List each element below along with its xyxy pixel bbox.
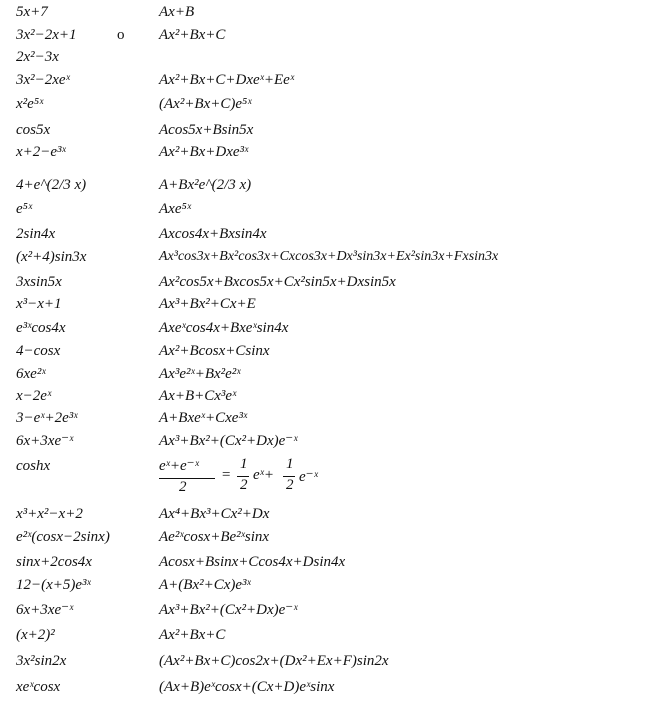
term-exp-positive: eˣ+ [253,467,275,483]
trial-solution-cell: A+Bx²e^(2/3 x) [159,177,252,193]
table-row [0,504,661,526]
table-row [0,677,661,699]
table-row [0,408,661,430]
function-cell: x³+x²−x+2 [16,506,83,522]
trial-solution-cell: Ax²cos5x+Bxcos5x+Cx²sin5x+Dxsin5x [159,274,396,290]
table-row [0,94,661,116]
table-row [0,600,661,622]
function-cell: 3x²sin2x [16,653,67,669]
function-cell: 4−cosx [16,343,61,359]
term-exp-negative: e⁻ˣ [299,469,318,485]
function-cell: x−2eˣ [16,388,52,404]
function-cell: e⁵ˣ [16,201,33,217]
table-row [0,47,661,69]
trial-solution-cell: Acosx+Bsinx+Ccos4x+Dsin4x [159,554,346,570]
trial-solution-cell: A+(Bx²+Cx)e³ˣ [159,577,251,593]
note-mark: o [117,27,125,43]
function-cell: xeˣcosx [16,679,61,695]
table-row [0,318,661,340]
function-cell: e²ˣ(cosx−2sinx) [16,529,110,545]
trial-solution-cell: A+Bxeˣ+Cxe³ˣ [159,410,248,426]
function-cell: 3x²−2xeˣ [16,72,70,88]
function-cell: 6x+3xe⁻ˣ [16,602,74,618]
function-cell: 6x+3xe⁻ˣ [16,433,74,449]
table-row [0,120,661,142]
function-cell: 12−(x+5)e³ˣ [16,577,91,593]
trial-solution-cell: Ax²+Bcosx+Csinx [159,343,270,359]
table-row [0,142,661,164]
trial-solution-cell: Ax³+Bx²+(Cx²+Dx)e⁻ˣ [159,433,298,449]
trial-solution-cell: Ax+B+Cx³eˣ [159,388,237,404]
table-row [0,651,661,673]
function-cell: 6xe²ˣ [16,366,46,382]
fraction-bar [159,478,215,479]
table-row [0,247,661,269]
table-row [0,625,661,647]
trial-solution-cell: Ax²+Bx+Dxe³ˣ [159,144,249,160]
table-row [0,341,661,363]
function-cell: x²e⁵ˣ [16,96,44,112]
equals-sign: = [221,467,232,483]
table-row [0,199,661,221]
trial-solution-cell: Ax²+Bx+C [159,27,226,43]
trial-solution-cell: Ax+B [159,4,195,20]
function-cell: 2sin4x [16,226,56,242]
trial-solution-cell: Ax³+Bx²+Cx+E [159,296,256,312]
function-cell: (x+2)² [16,627,55,643]
function-cell: coshx [16,458,51,474]
function-cell: 3x²−2x+1 [16,27,77,43]
trial-solution-cell: (Ax²+Bx+C)e⁵ˣ [159,96,252,112]
trial-solution-cell: Axe⁵ˣ [159,201,191,217]
table-row [0,431,661,453]
function-cell: sinx+2cos4x [16,554,92,570]
table-row [0,364,661,386]
function-cell: cos5x [16,122,51,138]
function-cell: x+2−e³ˣ [16,144,66,160]
trial-solution-cell: Axcos4x+Bxsin4x [159,226,267,242]
trial-solution-cell: Ae²ˣcosx+Be²ˣsinx [159,529,270,545]
trial-solution-cell: (Ax²+Bx+C)cos2x+(Dx²+Ex+F)sin2x [159,653,389,669]
table-row [0,294,661,316]
function-cell: x³−x+1 [16,296,62,312]
trial-solution-cell: Ax³cos3x+Bx²cos3x+Cxcos3x+Dx³sin3x+Ex²sin3x+Fxsin3x [159,249,499,264]
table-row: coshx eˣ+e⁻ˣ 2 = 1 2 eˣ+ 1 2 e⁻ˣ [16,456,318,495]
trial-solution-cell: Ax²+Bx+C+Dxeˣ+Eeˣ [159,72,295,88]
trial-solution-cell: Axeˣcos4x+Bxeˣsin4x [159,320,289,336]
function-cell: 3xsin5x [16,274,62,290]
table-row [0,25,661,47]
table-row [0,575,661,597]
trial-solution-cell: Ax³+Bx²+(Cx²+Dx)e⁻ˣ [159,602,298,618]
trial-solution-cell: Ax³e²ˣ+Bx²e²ˣ [159,366,241,382]
table-row [0,386,661,408]
table-row [0,70,661,92]
fraction-denominator: 2 [179,479,187,495]
function-cell: (x²+4)sin3x [16,249,87,265]
function-cell: 4+e^(2/3 x) [16,177,87,193]
table-row [0,272,661,294]
trial-solution-cell: (Ax+B)eˣcosx+(Cx+D)eˣsinx [159,679,335,695]
function-cell: 2x²−3x [16,49,59,65]
table-row [0,224,661,246]
fraction-numerator: eˣ+e⁻ˣ [159,458,199,474]
function-cell: 3−eˣ+2e³ˣ [16,410,78,426]
table-row [0,175,661,197]
function-cell: e³ˣcos4x [16,320,66,336]
trial-solution-cell: Ax⁴+Bx³+Cx²+Dx [159,506,270,522]
table-row [0,2,661,24]
function-cell: 5x+7 [16,4,48,20]
trial-solution-cell: Ax²+Bx+C [159,627,226,643]
table-row [0,527,661,549]
trial-solution-cell: Acos5x+Bsin5x [159,122,254,138]
table-row [0,552,661,574]
